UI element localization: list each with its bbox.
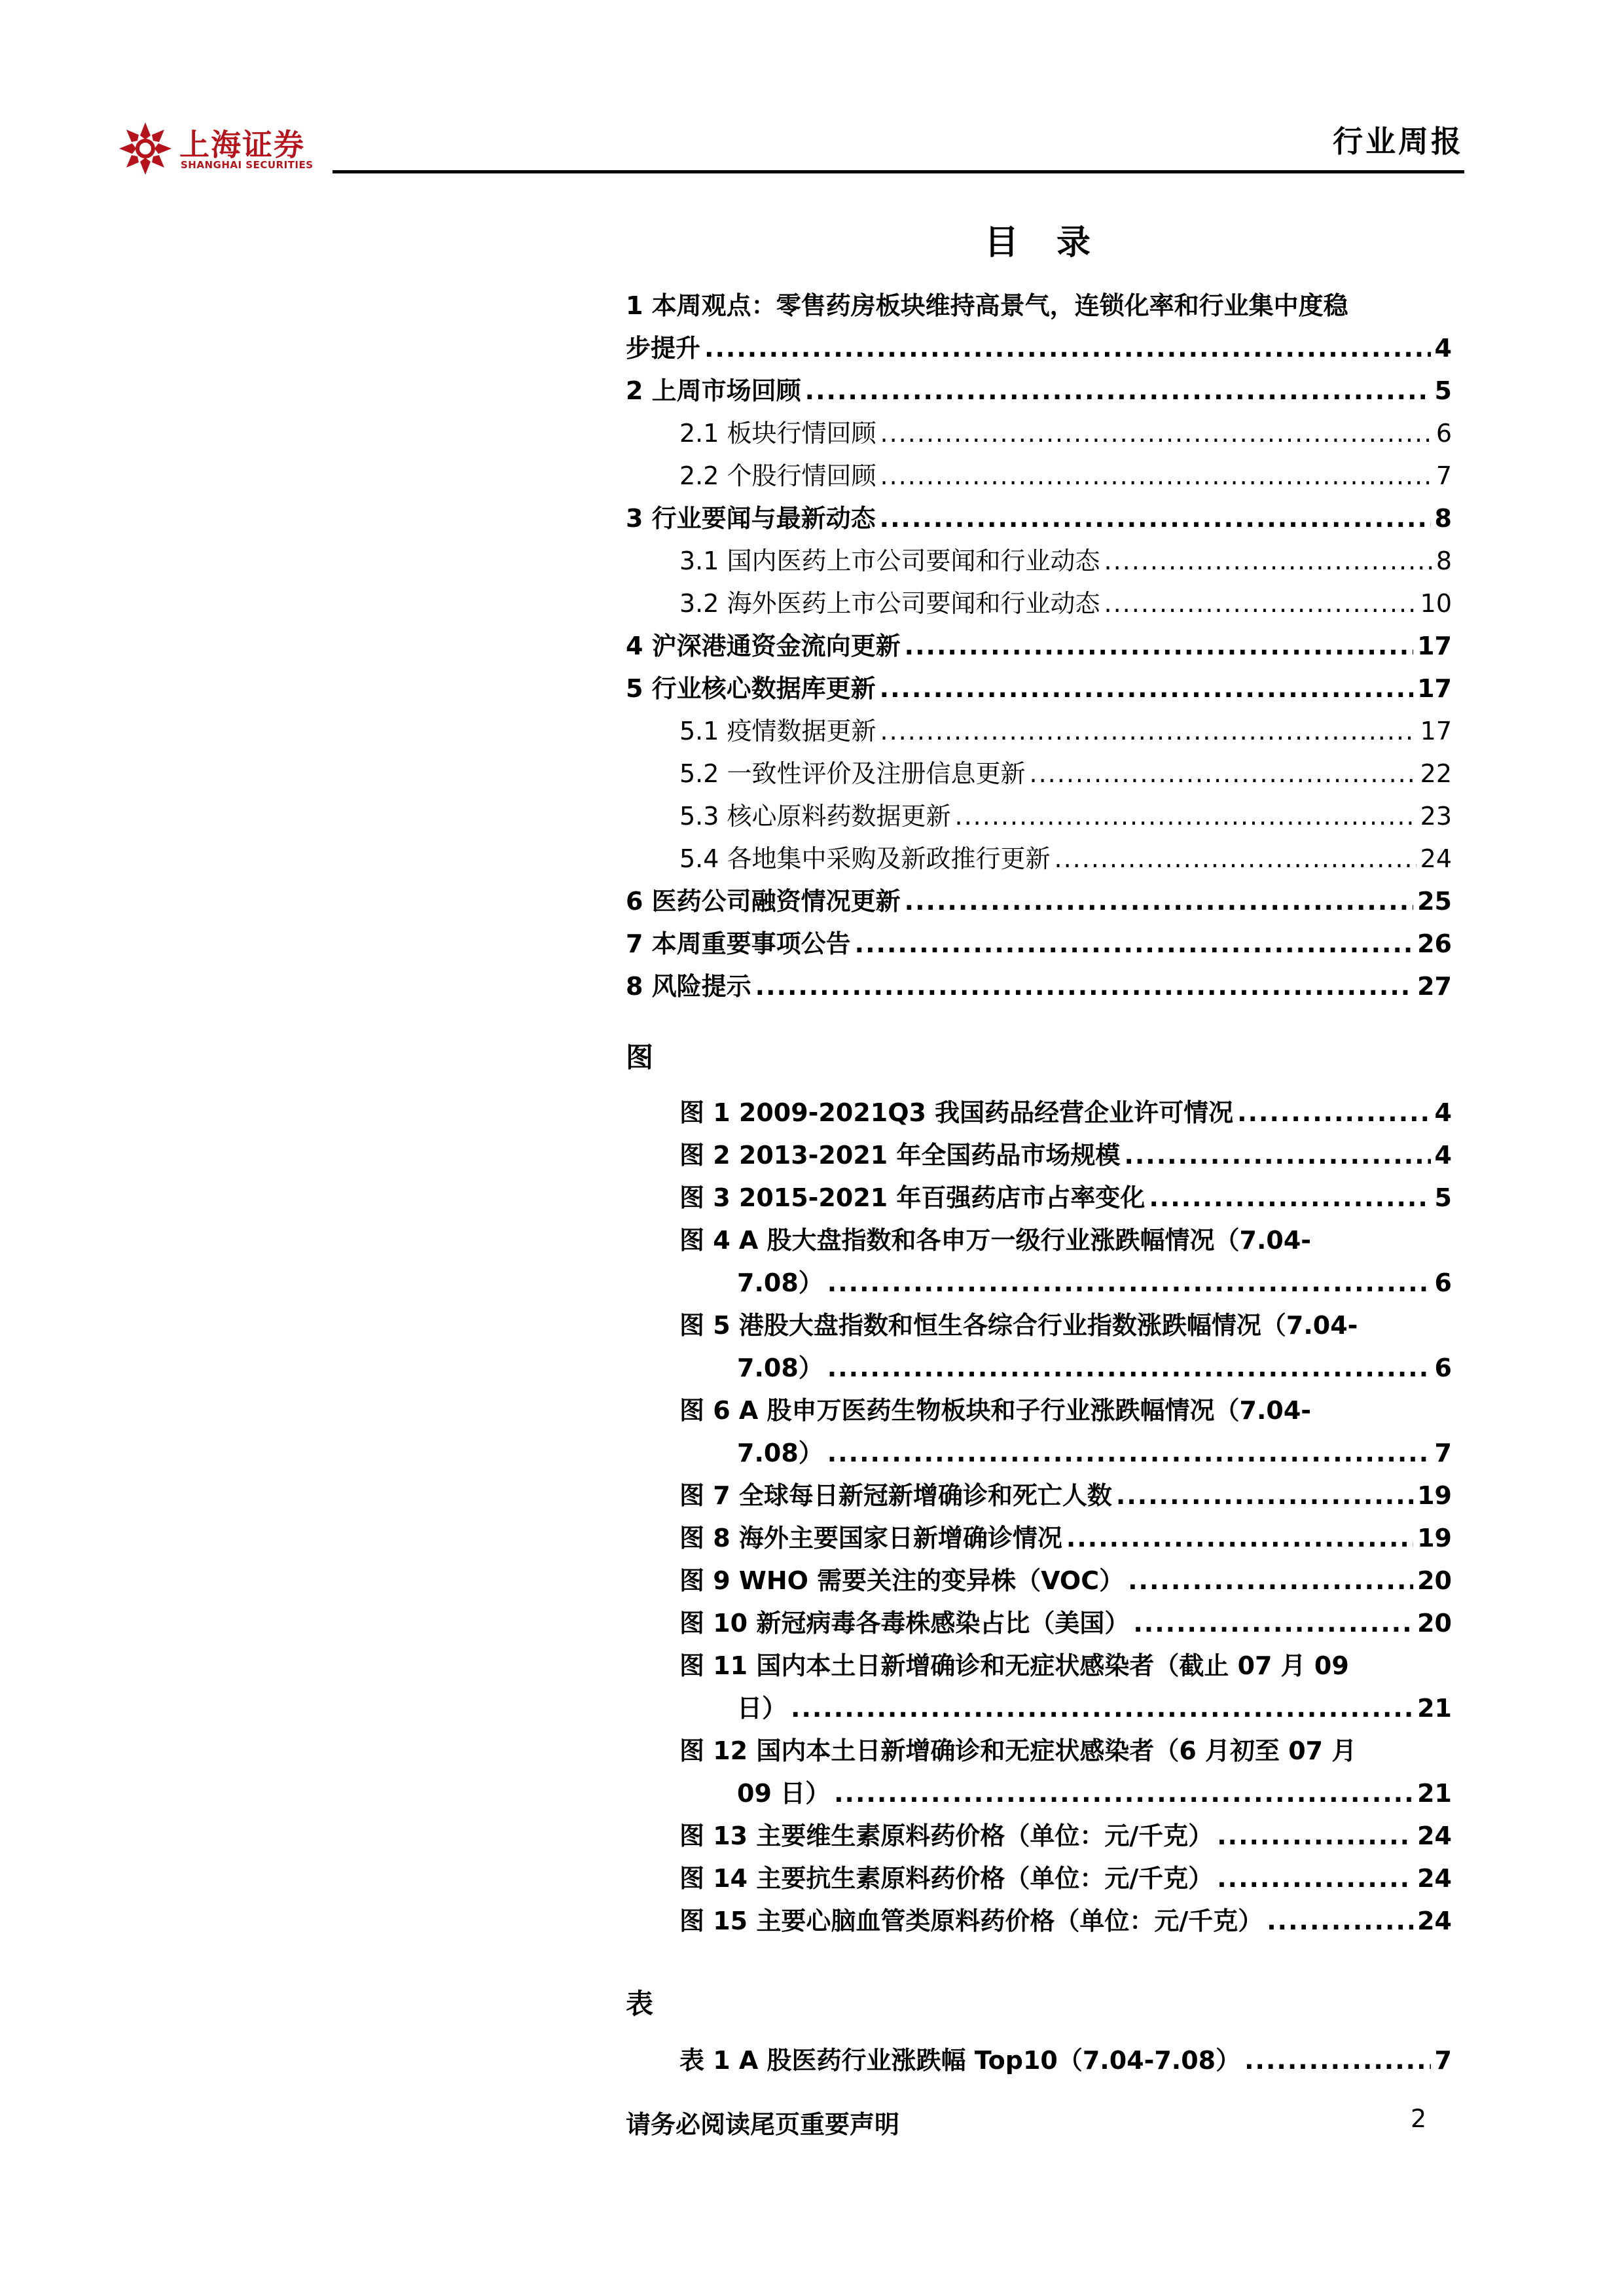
toc-entry-5-1[interactable]: 5.1 疫情数据更新 ..... 17 [626, 706, 1452, 748]
logo-emblem-icon [118, 121, 173, 176]
report-type-label: 行业周报 [1333, 124, 1464, 159]
figure-entry-13[interactable]: 图 13 主要维生素原料药价格（单位：元/千克） ..... 24 [626, 1810, 1452, 1853]
toc-entry-2[interactable]: 2 上周市场回顾 ..... 5 [626, 365, 1452, 408]
toc-entry-3-2[interactable]: 3.2 海外医药上市公司要闻和行业动态 ..... 10 [626, 578, 1452, 620]
figure-entry-9[interactable]: 图 9 WHO 需要关注的变异株（VOC） ..... 20 [626, 1555, 1452, 1598]
toc-entry-1[interactable] [626, 323, 1452, 365]
toc-list [626, 280, 1452, 1003]
company-logo [118, 121, 340, 193]
figure-entry-10[interactable]: 图 10 新冠病毒各毒株感染占比（美国） ..... 20 [626, 1598, 1452, 1640]
figure-entry-12[interactable]: 09 日） ..... 21 [626, 1768, 1452, 1810]
toc-entry-5-4[interactable]: 5.4 各地集中采购及新政推行更新 ..... 24 [626, 833, 1452, 876]
logo-chinese-name: 上海证券 [179, 127, 305, 162]
figures-heading: 图 [626, 1041, 654, 1073]
toc-title: 目 录 [984, 223, 1104, 262]
figure-entry-11[interactable]: 日） ..... 21 [626, 1683, 1452, 1725]
footer-disclaimer: 请务必阅读尾页重要声明 [626, 2110, 900, 2139]
toc-entry-7[interactable]: 7 本周重要事项公告 ..... 26 [626, 918, 1452, 961]
toc-entry-5-2[interactable]: 5.2 一致性评价及注册信息更新 ..... 22 [626, 748, 1452, 791]
figure-entry-5[interactable]: 7.08） ..... 6 [626, 1342, 1452, 1385]
figure-entry-6[interactable]: 7.08） ..... 7 [626, 1427, 1452, 1470]
figure-entry-8[interactable]: 图 8 海外主要国家日新增确诊情况 ..... 19 [626, 1513, 1452, 1555]
toc-entry-page: 4 [1434, 334, 1452, 363]
content-area [626, 280, 1452, 2077]
figure-entry-3[interactable]: 图 3 2015-2021 年百强药店市占率变化 ..... 5 [626, 1172, 1452, 1215]
figure-entry-2[interactable]: 图 2 2013-2021 年全国药品市场规模 ..... 4 [626, 1130, 1452, 1172]
tables-heading: 表 [626, 1988, 654, 2020]
tables-list [626, 2035, 1452, 2077]
figure-entry-11-line1[interactable]: 图 11 国内本土日新增确诊和无症状感染者（截止 07 月 09 [679, 1651, 1349, 1680]
figure-entry-6-line1[interactable]: 图 6 A 股申万医药生物板块和子行业涨跌幅情况（7.04- [679, 1396, 1312, 1425]
logo-english-name: SHANGHAI SECURITIES [181, 159, 314, 171]
toc-entry-2-1[interactable]: 2.1 板块行情回顾 ..... 6 [626, 408, 1452, 450]
toc-entry-label: 步提升 [626, 334, 701, 363]
figure-entry-15[interactable]: 图 15 主要心脑血管类原料药价格（单位：元/千克） ..... 24 [626, 1895, 1452, 1938]
table-entry-1[interactable]: 表 1 A 股医药行业涨跌幅 Top10（7.04-7.08） ..... 7 [626, 2035, 1452, 2077]
figure-entry-5-line1[interactable]: 图 5 港股大盘指数和恒生各综合行业指数涨跌幅情况（7.04- [679, 1311, 1358, 1340]
toc-entry-3[interactable]: 3 行业要闻与最新动态 ..... 8 [626, 493, 1452, 535]
figure-entry-12-line1[interactable]: 图 12 国内本土日新增确诊和无症状感染者（6 月初至 07 月 [679, 1736, 1357, 1765]
toc-entry-2-2[interactable]: 2.2 个股行情回顾 ..... 7 [626, 450, 1452, 493]
toc-entry-4[interactable]: 4 沪深港通资金流向更新 ..... 17 [626, 620, 1452, 663]
figure-entry-7[interactable]: 图 7 全球每日新冠新增确诊和死亡人数 ..... 19 [626, 1470, 1452, 1513]
figure-entry-4[interactable]: 7.08） ..... 6 [626, 1257, 1452, 1300]
toc-entry-3-1[interactable]: 3.1 国内医药上市公司要闻和行业动态 ..... 8 [626, 535, 1452, 578]
toc-entry-5-3[interactable]: 5.3 核心原料药数据更新 ..... 23 [626, 791, 1452, 833]
toc-entry-6[interactable]: 6 医药公司融资情况更新 ..... 25 [626, 876, 1452, 918]
figure-entry-1[interactable]: 图 1 2009-2021Q3 我国药品经营企业许可情况 ..... 4 [626, 1087, 1452, 1130]
figures-list [626, 1087, 1452, 1938]
footer-page-number: 2 [1411, 2104, 1427, 2133]
toc-entry-5[interactable]: 5 行业核心数据库更新 ..... 17 [626, 663, 1452, 706]
toc-entry-8[interactable]: 8 风险提示 ..... 27 [626, 961, 1452, 1003]
header-divider [333, 170, 1464, 173]
figure-entry-14[interactable]: 图 14 主要抗生素原料药价格（单位：元/千克） ..... 24 [626, 1853, 1452, 1895]
figure-entry-4-line1[interactable]: 图 4 A 股大盘指数和各申万一级行业涨跌幅情况（7.04- [679, 1226, 1312, 1255]
toc-entry-1-line1[interactable]: 1 本周观点：零售药房板块维持高景气，连锁化率和行业集中度稳 [626, 291, 1348, 320]
